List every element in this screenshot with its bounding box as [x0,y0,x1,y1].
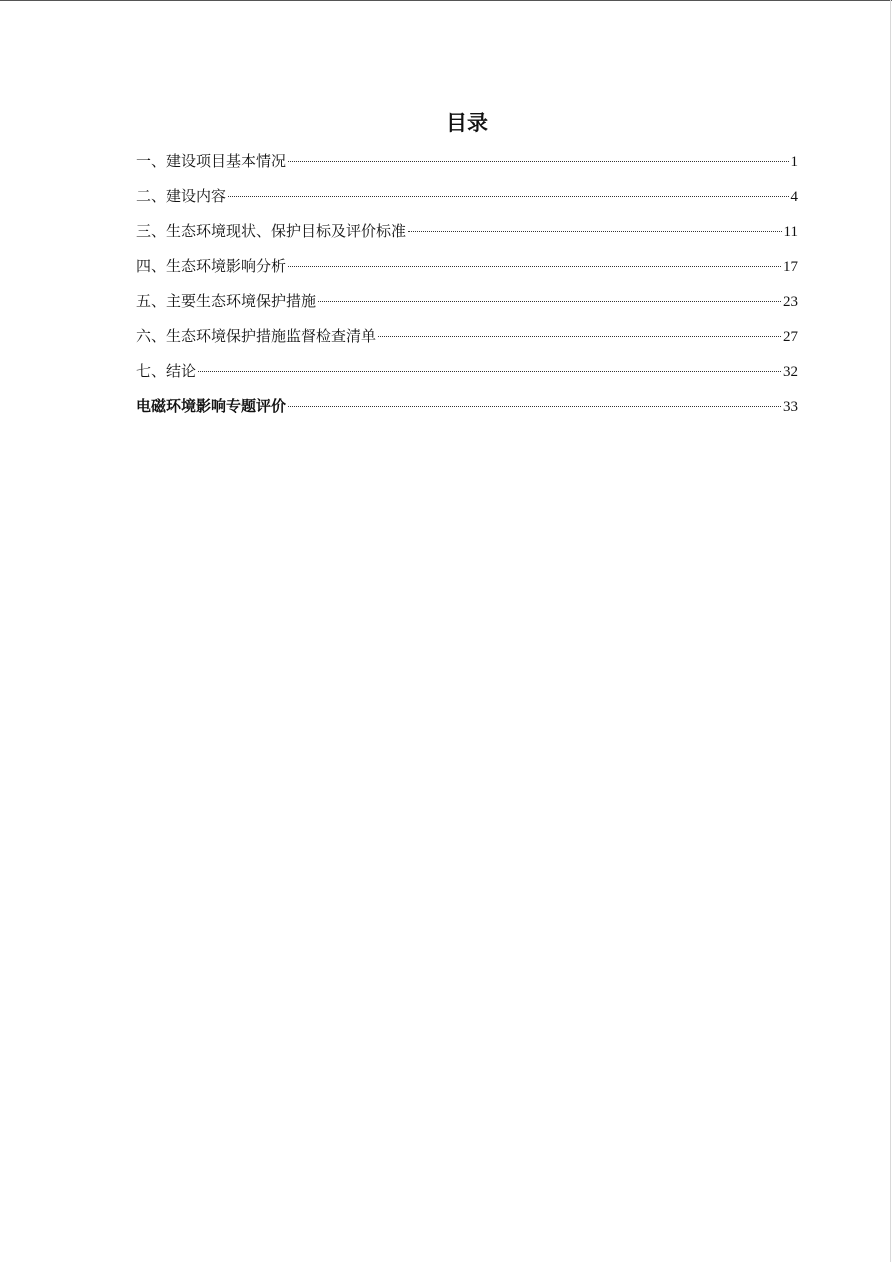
toc-entry[interactable] [136,220,798,255]
toc-dot-leader [318,301,781,302]
toc-entry[interactable] [136,325,798,360]
toc-entry[interactable] [136,395,798,430]
toc-entry-label: 六、生态环境保护措施监督检查清单 [136,327,377,345]
toc-entry-page: 32 [783,364,798,380]
toc-entry-label: 四、生态环境影响分析 [136,257,287,275]
toc-entry-page: 33 [783,399,798,415]
toc-dot-leader [288,406,781,407]
page-top-border [0,0,892,1]
toc-entry[interactable] [136,255,798,290]
toc-entry-page: 17 [783,259,798,275]
toc-entry-page: 1 [790,154,798,170]
toc-dot-leader [198,371,781,372]
toc-dot-leader [288,266,781,267]
toc-entry[interactable] [136,360,798,395]
toc-dot-leader [378,336,781,337]
toc-title: 目录 [446,111,488,135]
table-of-contents [136,108,798,430]
toc-entry-page: 23 [783,294,798,310]
toc-entry[interactable] [136,290,798,325]
toc-entry-page: 4 [790,189,798,205]
toc-entry-label: 一、建设项目基本情况 [136,152,287,170]
toc-list [136,150,798,430]
toc-entry[interactable] [136,150,798,185]
toc-dot-leader [228,196,788,197]
toc-entry-page: 11 [783,224,798,240]
toc-entry-label: 电磁环境影响专题评价 [136,397,287,415]
toc-entry-label: 二、建设内容 [136,187,227,205]
toc-dot-leader [408,231,782,232]
toc-entry-label: 七、结论 [136,362,197,380]
toc-entry-label: 三、生态环境现状、保护目标及评价标准 [136,222,407,240]
toc-entry-label: 五、主要生态环境保护措施 [136,292,317,310]
toc-entry-page: 27 [783,329,798,345]
toc-dot-leader [288,161,788,162]
toc-entry[interactable] [136,185,798,220]
page-right-border [890,0,891,1262]
